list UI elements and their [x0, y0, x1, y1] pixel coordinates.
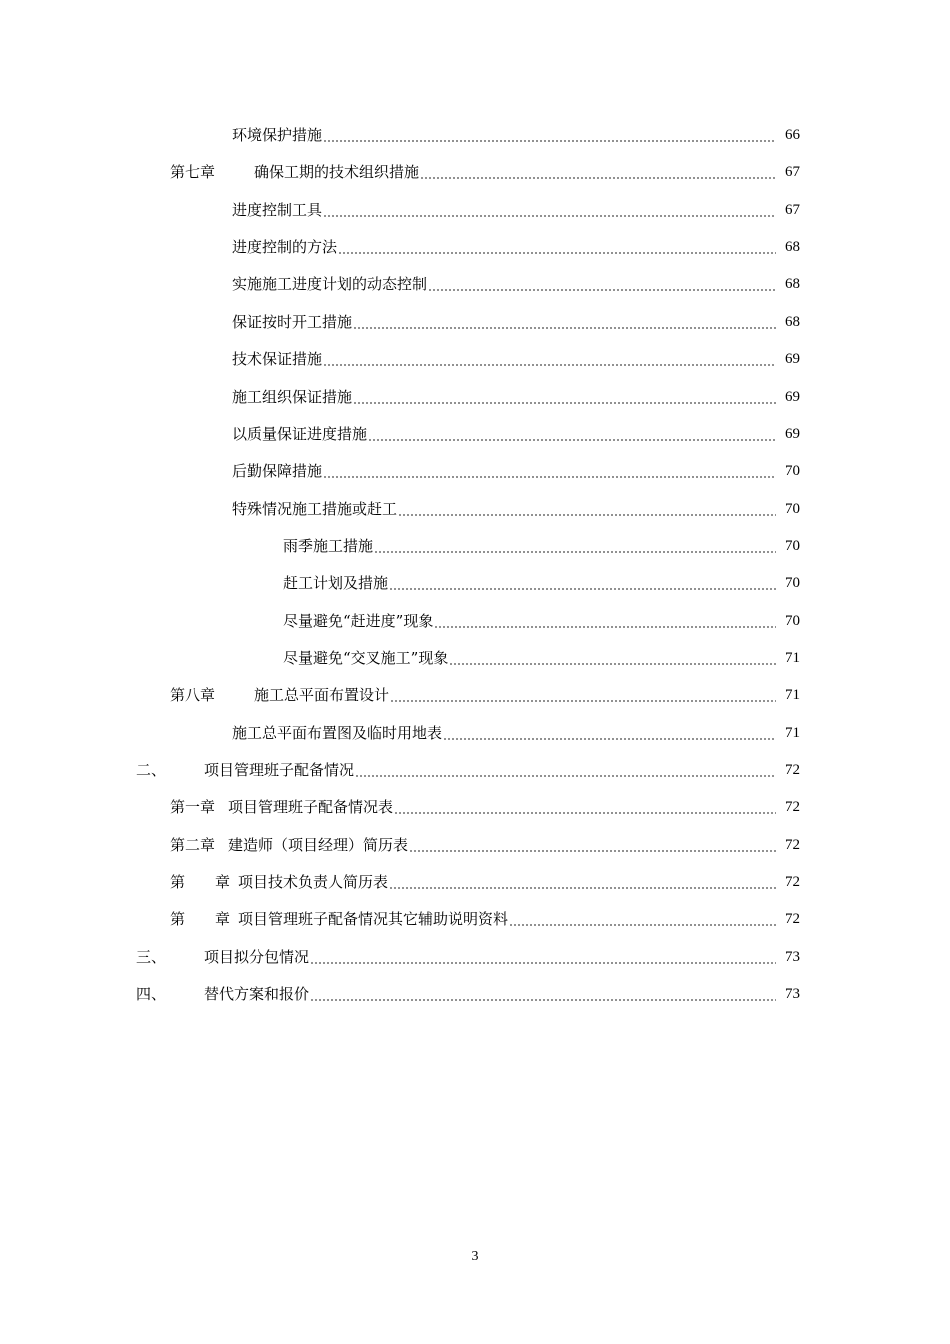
toc-entry[interactable]: [283, 527, 800, 564]
toc-entry[interactable]: [232, 378, 800, 415]
toc-entry-number: 第一章: [170, 797, 216, 816]
toc-entry[interactable]: [232, 265, 800, 302]
toc-entry[interactable]: [232, 303, 800, 340]
toc-entry-page: 73: [785, 985, 800, 1002]
toc-dot-leader: [398, 499, 776, 519]
toc-entry-page: 67: [785, 163, 800, 180]
toc-entry-page: 69: [785, 388, 800, 405]
toc-dot-leader: [323, 200, 776, 220]
toc-entry-page: 72: [785, 873, 800, 890]
toc-entry[interactable]: [170, 788, 800, 825]
toc-entry-label: 替代方案和报价: [204, 984, 310, 1003]
toc-entry-label: 进度控制工具: [232, 200, 323, 219]
toc-entry-page: 72: [785, 761, 800, 778]
toc-entry-label: 施工组织保证措施: [232, 387, 353, 406]
toc-entry-label: 后勤保障措施: [232, 461, 323, 480]
toc-dot-leader: [374, 536, 776, 556]
toc-entry-label: 保证按时开工措施: [232, 312, 353, 331]
toc-entry[interactable]: [170, 863, 800, 900]
page-number: 3: [471, 1249, 479, 1264]
toc-entry[interactable]: [232, 191, 800, 228]
toc-entry-page: 70: [785, 612, 800, 629]
toc-entry-label: 尽量避免“交叉施工”现象: [283, 648, 449, 667]
toc-entry-label: 进度控制的方法: [232, 237, 338, 256]
toc-entry-label: 以质量保证进度措施: [232, 424, 368, 443]
toc-entry-number: 第八章: [170, 685, 216, 704]
toc-entry-number: 四、: [136, 984, 167, 1003]
toc-entry-label: 确保工期的技术组织措施: [254, 162, 420, 181]
toc-entry-label: 雨季施工措施: [283, 536, 374, 555]
toc-dot-leader: [310, 947, 776, 967]
toc-entry-label: 技术保证措施: [232, 349, 323, 368]
toc-entry-label: 项目管理班子配备情况: [204, 760, 355, 779]
toc-entry-label: 项目管理班子配备情况表: [228, 797, 394, 816]
toc-entry[interactable]: [136, 938, 800, 975]
toc-entry-label: 赶工计划及措施: [283, 573, 389, 592]
toc-entry[interactable]: [283, 602, 800, 639]
toc-entry-page: 71: [785, 649, 800, 666]
toc-entry-page: 66: [785, 126, 800, 143]
toc-dot-leader: [323, 349, 776, 369]
toc-dot-leader: [368, 424, 776, 444]
toc-entry-page: 71: [785, 724, 800, 741]
toc-entry[interactable]: [232, 714, 800, 751]
toc-entry-label: 特殊情况施工措施或赶工: [232, 499, 398, 518]
toc-entry-page: 68: [785, 238, 800, 255]
toc-entry-page: 70: [785, 574, 800, 591]
toc-entry[interactable]: [232, 340, 800, 377]
toc-dot-leader: [509, 909, 776, 929]
toc-entry-page: 72: [785, 910, 800, 927]
toc-dot-leader: [389, 573, 776, 593]
toc-entry-page: 73: [785, 948, 800, 965]
toc-dot-leader: [355, 760, 776, 780]
toc-entry-label: 施工总平面布置图及临时用地表: [232, 723, 443, 742]
toc-entry[interactable]: [232, 228, 800, 265]
toc-dot-leader: [389, 872, 776, 892]
toc-dot-leader: [428, 274, 776, 294]
toc-entry-label: 项目管理班子配备情况其它辅助说明资料: [238, 909, 509, 928]
toc-dot-leader: [323, 125, 776, 145]
toc-entry[interactable]: [136, 751, 800, 788]
toc-entry[interactable]: [170, 676, 800, 713]
toc-entry-label: 项目技术负责人简历表: [238, 872, 389, 891]
toc-entry-label: 建造师（项目经理）简历表: [228, 835, 409, 854]
toc-entry-page: 70: [785, 537, 800, 554]
toc-dot-leader: [338, 237, 776, 257]
toc-entry-number: 第七章: [170, 162, 216, 181]
toc-entry[interactable]: [232, 490, 800, 527]
toc-dot-leader: [434, 611, 776, 631]
toc-dot-leader: [443, 723, 776, 743]
toc-dot-leader: [310, 984, 776, 1004]
toc-entry-page: 72: [785, 798, 800, 815]
toc-entry[interactable]: [232, 415, 800, 452]
toc-dot-leader: [353, 387, 776, 407]
toc-dot-leader: [409, 835, 776, 855]
toc-entry[interactable]: [283, 564, 800, 601]
toc-dot-leader: [323, 461, 776, 481]
toc-entry[interactable]: [170, 900, 800, 937]
toc-entry-number: 二、: [136, 760, 167, 779]
toc-entry-label: 尽量避免“赶进度”现象: [283, 611, 434, 630]
toc-entry[interactable]: [170, 826, 800, 863]
toc-entry-number: 第二章: [170, 835, 216, 854]
toc-entry[interactable]: [170, 153, 800, 190]
toc-dot-leader: [353, 312, 776, 332]
toc-entry[interactable]: [136, 975, 800, 1012]
toc-entry-page: 68: [785, 313, 800, 330]
toc-entry-label: 施工总平面布置设计: [254, 685, 390, 704]
toc-entry-page: 67: [785, 201, 800, 218]
toc-entry-page: 70: [785, 500, 800, 517]
toc-dot-leader: [390, 685, 776, 705]
toc-entry-label: 环境保护措施: [232, 125, 323, 144]
toc-dot-leader: [449, 648, 776, 668]
toc-dot-leader: [420, 162, 776, 182]
toc-entry-page: 70: [785, 462, 800, 479]
toc-entry-page: 72: [785, 836, 800, 853]
toc-entry[interactable]: [283, 639, 800, 676]
toc-entry-page: 71: [785, 686, 800, 703]
toc-entry-page: 69: [785, 425, 800, 442]
toc-dot-leader: [394, 797, 776, 817]
toc-entry[interactable]: [232, 452, 800, 489]
toc-entry-number: 三、: [136, 947, 167, 966]
toc-entry-number: 第 章: [170, 909, 231, 928]
toc-entry-label: 实施施工进度计划的动态控制: [232, 274, 428, 293]
toc-entry-page: 68: [785, 275, 800, 292]
toc-entry-number: 第 章: [170, 872, 231, 891]
toc-entry[interactable]: [232, 116, 800, 153]
toc-entry-label: 项目拟分包情况: [204, 947, 310, 966]
toc-entry-page: 69: [785, 350, 800, 367]
